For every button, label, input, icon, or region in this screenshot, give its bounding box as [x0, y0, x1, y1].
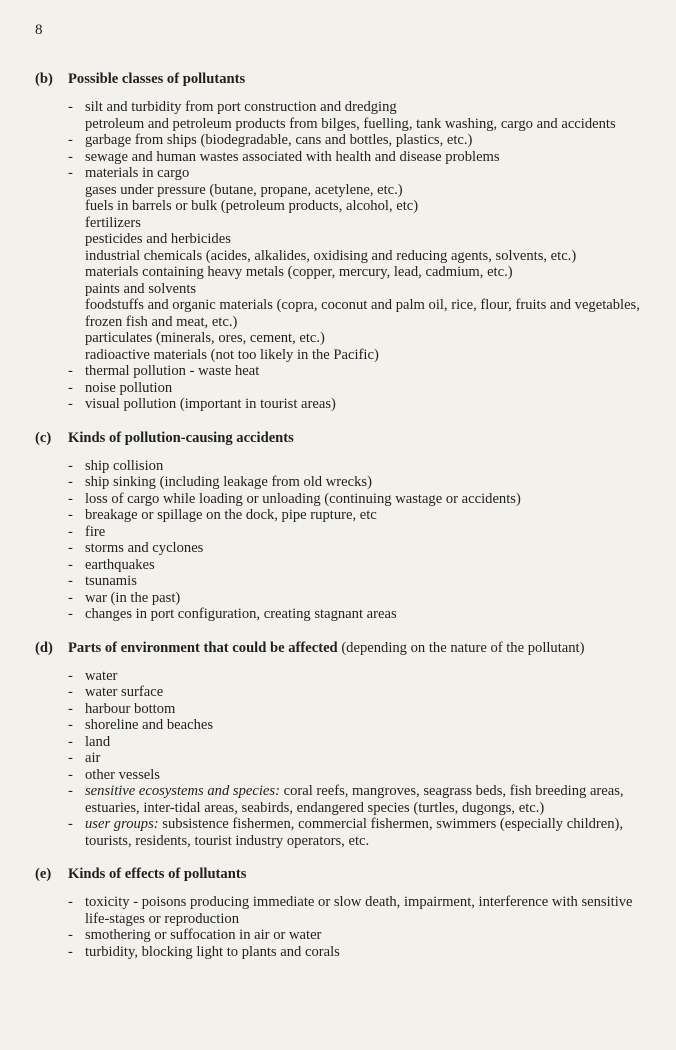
list-item [68, 330, 645, 347]
item-text: gases under pressure (butane, propane, acetylene, etc.) [85, 181, 403, 198]
bullet-dash: - [68, 556, 73, 573]
list-item [68, 540, 645, 557]
bullet-dash: - [68, 606, 73, 622]
bullet-dash: - [68, 523, 73, 540]
item-text: ship sinking (including leakage from old wrecks) [85, 474, 372, 490]
list-item [68, 767, 645, 784]
bullet-dash: - [68, 943, 73, 960]
item-text: war (in the past) [85, 589, 181, 606]
section-pollutant-classes [35, 70, 645, 413]
bullet-dash: - [68, 783, 73, 799]
item-list [35, 668, 645, 850]
item-text: turbidity, blocking light to plants and corals [85, 943, 340, 960]
bullet-dash: - [68, 573, 73, 589]
item-text: smothering or suffocation in air or water [85, 927, 322, 943]
section-title: Parts of environment that could be affected [68, 639, 338, 656]
list-item [68, 198, 645, 215]
page-number: 8 [35, 22, 43, 38]
item-text: coral reefs, mangroves, seagrass beds, fish breeding areas, estuaries, inter-tidal areas, seabirds, endangered species (turtles, dugongs, etc.) [85, 783, 624, 816]
list-item [68, 474, 645, 491]
bullet-dash: - [68, 816, 73, 832]
section-label: (c) [35, 429, 52, 446]
list-item [68, 132, 645, 149]
item-list [35, 99, 645, 413]
bullet-dash: - [68, 507, 73, 523]
item-text: paints and solvents [85, 280, 197, 297]
bullet-dash: - [68, 589, 73, 606]
section-label: (b) [35, 71, 53, 87]
item-text: garbage from ships (biodegradable, cans and bottles, plastics, etc.) [85, 132, 473, 148]
bullet-dash: - [68, 667, 73, 684]
list-item [68, 116, 645, 133]
section-heading [35, 429, 645, 447]
item-text: sewage and human wastes associated with health and disease problems [85, 148, 500, 165]
list-item [68, 684, 645, 701]
section-effect-kinds [35, 865, 645, 960]
item-text: water [85, 667, 118, 684]
section-affected-environment [35, 639, 645, 850]
item-text: industrial chemicals (acides, alkalides, oxidising and reducing agents, solvents, etc.) [85, 247, 577, 264]
list-item [68, 297, 645, 330]
bullet-dash: - [68, 927, 73, 943]
section-heading [35, 639, 645, 657]
section-title: Kinds of effects of pollutants [68, 866, 247, 882]
section-title-note: (depending on the nature of the pollutant) [337, 639, 585, 656]
item-text: land [85, 733, 111, 750]
item-text: earthquakes [85, 556, 155, 573]
item-text: tsunamis [85, 573, 137, 589]
section-label: (d) [35, 639, 53, 656]
list-item [68, 573, 645, 590]
list-item [68, 264, 645, 281]
list-item [68, 396, 645, 413]
item-text: pesticides and herbicides [85, 231, 231, 247]
bullet-dash: - [68, 766, 73, 783]
item-text: shoreline and beaches [85, 717, 214, 733]
bullet-dash: - [68, 540, 73, 556]
item-text: breakage or spillage on the dock, pipe rupture, etc [85, 507, 377, 523]
list-item [68, 590, 645, 607]
item-text: materials in cargo [85, 165, 190, 181]
item-text: foodstuffs and organic materials (copra, coconut and palm oil, rice, flour, fruits and vegetables, frozen fish and meat, etc.) [85, 297, 640, 330]
list-item [68, 347, 645, 364]
section-label: (e) [35, 866, 52, 882]
list-item [68, 668, 645, 685]
item-text: petroleum and petroleum products from bilges, fuelling, tank washing, cargo and accidents [85, 115, 616, 132]
item-list [35, 458, 645, 623]
section-heading [35, 865, 645, 883]
bullet-dash: - [68, 894, 73, 910]
item-text: thermal pollution - waste heat [85, 363, 260, 379]
bullet-dash: - [68, 379, 73, 396]
list-item [68, 99, 645, 116]
list-item [68, 944, 645, 961]
bullet-dash: - [68, 363, 73, 379]
bullet-dash: - [68, 148, 73, 165]
item-text: radioactive materials (not too likely in the Pacific) [85, 346, 379, 363]
list-item [68, 717, 645, 734]
list-item [68, 380, 645, 397]
bullet-dash: - [68, 165, 73, 181]
item-text: air [85, 750, 101, 766]
bullet-dash: - [68, 733, 73, 750]
section-heading [35, 70, 645, 88]
list-item [68, 606, 645, 623]
item-text: fuels in barrels or bulk (petroleum products, alcohol, etc) [85, 198, 419, 214]
item-text: water surface [85, 684, 164, 700]
bullet-dash: - [68, 717, 73, 733]
list-item [68, 149, 645, 166]
list-item [68, 734, 645, 751]
list-item [68, 165, 645, 182]
list-item [68, 557, 645, 574]
section-title: Possible classes of pollutants [68, 71, 246, 87]
item-text: noise pollution [85, 379, 173, 396]
document-body [35, 70, 645, 976]
list-item [68, 491, 645, 508]
list-item [68, 182, 645, 199]
item-text: harbour bottom [85, 700, 176, 717]
list-item [68, 894, 645, 927]
bullet-dash: - [68, 132, 73, 148]
item-text: subsistence fishermen, commercial fishermen, swimmers (especially children), tourists, residents, tourist industry operators, etc. [85, 816, 624, 849]
item-text: loss of cargo while loading or unloading (continuing wastage or accidents) [85, 490, 521, 507]
bullet-dash: - [68, 99, 73, 115]
item-text: changes in port configuration, creating stagnant areas [85, 606, 397, 622]
section-title: Kinds of pollution-causing accidents [68, 429, 294, 446]
item-text: toxicity - poisons producing immediate or slow death, impairment, interference with sensitive life-stages or reproduction [85, 894, 633, 927]
item-text: silt and turbidity from port construction and dredging [85, 99, 397, 115]
item-emphasis: user groups: [85, 816, 159, 832]
list-item [68, 507, 645, 524]
item-list [35, 894, 645, 960]
item-text: ship collision [85, 457, 164, 474]
bullet-dash: - [68, 457, 73, 474]
item-text: materials containing heavy metals (copper, mercury, lead, cadmium, etc.) [85, 264, 513, 280]
list-item [68, 750, 645, 767]
bullet-dash: - [68, 700, 73, 717]
section-accident-kinds [35, 429, 645, 623]
item-text: other vessels [85, 766, 160, 783]
list-item [68, 248, 645, 265]
list-item [68, 927, 645, 944]
list-item [68, 524, 645, 541]
list-item [68, 231, 645, 248]
item-text: storms and cyclones [85, 540, 204, 556]
list-item [68, 458, 645, 475]
list-item [68, 783, 645, 816]
bullet-dash: - [68, 490, 73, 507]
list-item [68, 816, 645, 849]
list-item [68, 215, 645, 232]
item-emphasis: sensitive ecosystems and species: [85, 783, 280, 799]
bullet-dash: - [68, 474, 73, 490]
list-item [68, 363, 645, 380]
item-text: particulates (minerals, ores, cement, etc.) [85, 330, 325, 346]
item-text: fertilizers [85, 214, 141, 231]
bullet-dash: - [68, 396, 73, 412]
item-text: visual pollution (important in tourist areas) [85, 396, 336, 412]
list-item [68, 701, 645, 718]
item-text: fire [85, 523, 106, 540]
bullet-dash: - [68, 750, 73, 766]
list-item [68, 281, 645, 298]
bullet-dash: - [68, 684, 73, 700]
